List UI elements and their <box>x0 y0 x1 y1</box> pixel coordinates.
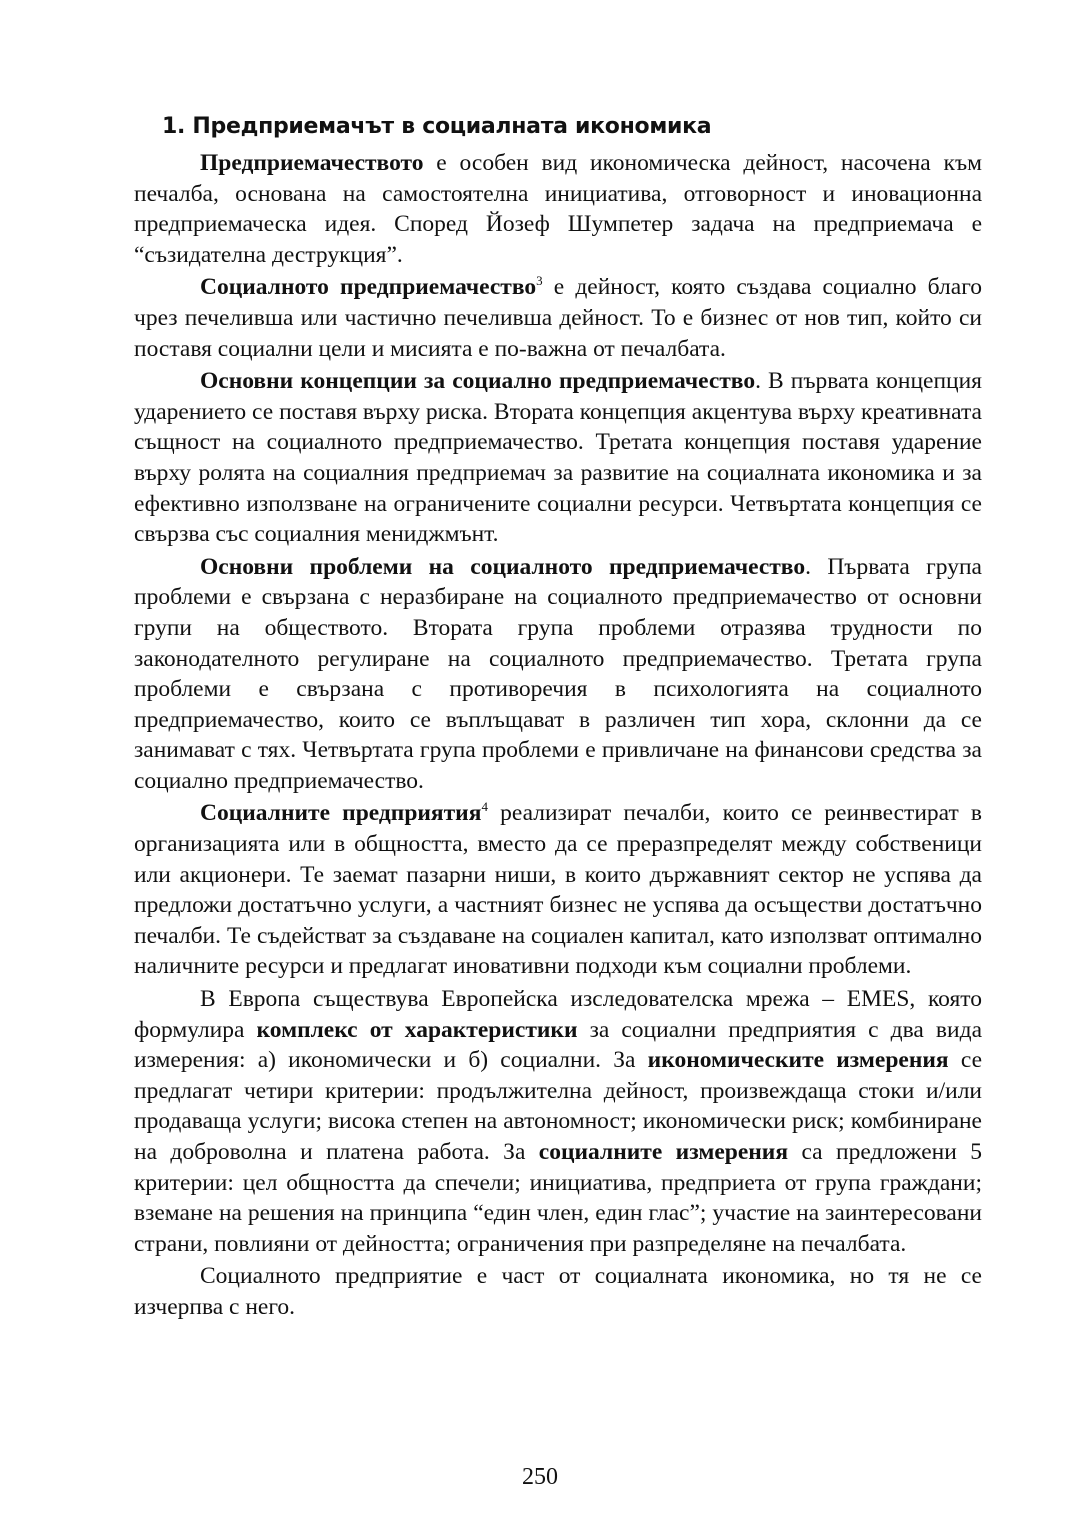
paragraph-text: е дейност, която създава социално благо чрез печеливша или частично печеливша дейност. То е бизнес от нов тип, който си поставя социални цели и мисията е по-важна от печалбата. <box>134 274 982 362</box>
paragraph-conclusion <box>134 1261 982 1322</box>
footnote-ref-4[interactable]: 4 <box>481 799 488 815</box>
paragraph-social-enterprises <box>134 798 982 982</box>
paragraph-emes <box>134 984 982 1259</box>
paragraph-text: се предлагат четири критерии: продължителна дейност, произвеждаща стоки и/или продаваща услуги; висока степен на автономност; икономически риск; комбиниране на доброволна и платена работа. За <box>134 1047 983 1165</box>
term-social-dimensions: социалните измерения <box>538 1139 789 1165</box>
paragraph-text: е особен вид икономическа дейност, насочена към печалба, основана на самостоятелна инициатива, отговорност и иновационна предприемаческа идея. Според Йозеф Шумпетер задача на предприемача е “съзидателна деструкция”. <box>134 150 982 268</box>
paragraph-text: . Първата група проблеми е свързана с неразбиране на социалното предприемачество от основни групи на обществото. Втората група проблеми отразява трудности по законодателното регулиране на социалното предприемачество. Третата група проблеми е свързана с противоречия в психологията на социалното предприемачество, които се въплъщават в различен тип хора, склонни да се занимават с тях. Четвъртата група проблеми е привличане на финансови средства за социално предприемачество. <box>134 553 982 794</box>
paragraph-text: Социалното предприятие е част от социалната икономика, но тя не се изчерпва с него. <box>134 1263 982 1320</box>
page-number: 250 <box>522 1464 558 1490</box>
paragraph-problems <box>134 552 982 797</box>
paragraph-concepts <box>134 366 982 550</box>
footnote-ref-3[interactable]: 3 <box>536 273 543 289</box>
paragraph-text: за социални предприятия с два вида измерения: а) икономически и б) социални. За <box>134 1016 982 1074</box>
term-social-enterprises: Социалните предприятия <box>200 800 482 827</box>
term-concepts: Основни концепции за социално предприемачество <box>200 368 756 395</box>
paragraph-text: реализират печалби, които се реинвестират в организацията или в общността, вместо да се преразпределят между собственици или акционери. Те заемат пазарни ниши, в които държавният сектор не успява да предложи достатъчно услуги, а частният бизнес не успява да осъществи достатъчно печалби. Те съдействат за създаване на социален капитал, като използват оптимално наличните ресурси и предлагат иновативни подходи към социални проблеми. <box>134 800 982 980</box>
page-body <box>134 112 982 1325</box>
term-problems: Основни проблеми на социалното предприемачество <box>200 553 806 580</box>
paragraph-text: са предложени 5 критерии: цел общността да спечели; инициатива, предприета от група граждани; вземане на решения на принципа “един член, един глас”; участие на заинтересовани страни, повлияни от дейността; ограничения при разпределяне на печалбата. <box>134 1139 982 1257</box>
paragraph-text: В Европа съществува Европейска изследователска мрежа – EMES, която формулира <box>134 986 982 1043</box>
term-social-entrepreneurship: Социалното предприемачество <box>200 274 537 301</box>
term-characteristics: комплекс от характеристики <box>256 1016 578 1043</box>
term-economic-dimensions: икономическите измерения <box>647 1047 949 1074</box>
paragraph-text: . В първата концепция ударението се поставя върху риска. Втората концепция акцентува върху креативната същност на социалното предприемачество. Третата концепция поставя ударение върху ролята на социалния предприемач за развитие на социалната икономика и за ефективно използване на ограничените социални ресурси. Четвъртата концепция се свързва със социалния мениджмънт. <box>134 368 982 548</box>
paragraph-entrepreneurship <box>134 148 982 270</box>
term-entrepreneurship: Предприемачеството <box>200 150 424 176</box>
section-heading: 1. Предприемачът в социалната икономика <box>162 114 712 139</box>
paragraph-social-entrepreneurship <box>134 272 982 364</box>
